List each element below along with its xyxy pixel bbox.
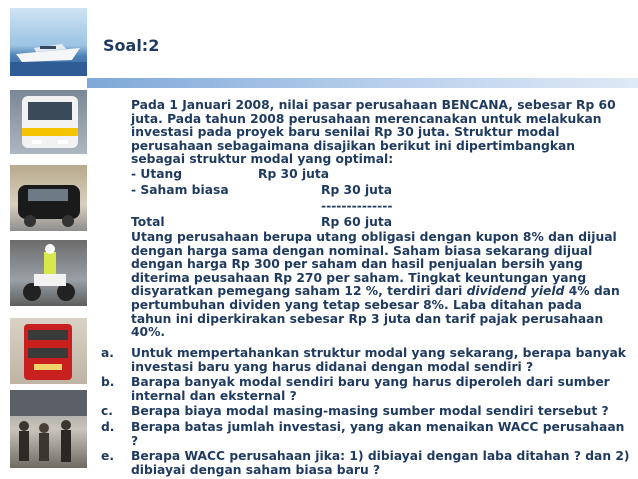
question-list bbox=[101, 347, 631, 479]
total-label: Total bbox=[131, 214, 165, 229]
equity-row bbox=[131, 183, 625, 199]
question-label: b. bbox=[101, 375, 115, 390]
details-text-after: 4% dan pertumbuhan dividen yang tetap sebesar 8%. Laba ditahan pada tahun ini diperkirakan sebesar Rp 3 juta dan tarif pajak perusahaan 40%. bbox=[131, 284, 620, 340]
question-text: Berapa biaya modal masing-masing sumber modal sendiri tersebut ? bbox=[131, 404, 609, 419]
equity-value: Rp 30 juta bbox=[321, 182, 393, 197]
question-text: Untuk mempertahankan struktur modal yang sekarang, berapa banyak investasi baru yang harus didanai dengan modal sendiri ? bbox=[131, 346, 626, 374]
intro-paragraph: Pada 1 Januari 2008, nilai pasar perusahaan BENCANA, sebesar Rp 60 juta. Pada tahun 2008 perusahaan merencanakan untuk melakukan investasi pada proyek baru senilai Rp 30 juta. Struktur modal perusahaan sebagaimana disajikan berikut ini dipertimbangkan sebagai struktur modal yang optimal: bbox=[131, 98, 616, 167]
question-text: Berapa WACC perusahaan jika: 1) dibiayai dengan laba ditahan ? dan 2) dibiayai dengan saham biasa baru ? bbox=[131, 449, 630, 477]
slide-body bbox=[131, 99, 625, 340]
equity-label: - Saham biasa bbox=[131, 182, 229, 197]
title-underline-bar bbox=[87, 78, 638, 88]
station-crowd-photo bbox=[10, 390, 87, 468]
separator-row bbox=[131, 199, 625, 215]
list-item bbox=[101, 405, 631, 419]
taxi-photo bbox=[10, 165, 87, 231]
list-item bbox=[101, 450, 631, 477]
debt-row bbox=[131, 167, 625, 183]
photo-sidebar bbox=[0, 0, 87, 478]
total-row bbox=[131, 215, 625, 231]
list-item bbox=[101, 421, 631, 448]
slide-title: Soal:2 bbox=[103, 36, 160, 55]
train-photo bbox=[10, 90, 87, 154]
list-item bbox=[101, 347, 631, 374]
total-value: Rp 60 juta bbox=[321, 214, 393, 229]
debt-value: Rp 30 juta bbox=[258, 166, 330, 181]
red-bus-photo bbox=[10, 318, 87, 384]
question-label: d. bbox=[101, 419, 115, 434]
question-label: a. bbox=[101, 346, 114, 360]
speedboat-photo bbox=[10, 8, 87, 76]
details-italic-term: dividend yield bbox=[466, 284, 565, 299]
question-label: c. bbox=[101, 404, 113, 419]
details-paragraph bbox=[131, 231, 625, 340]
debt-label: - Utang bbox=[131, 166, 183, 181]
total-separator: -------------- bbox=[321, 198, 393, 213]
list-item bbox=[101, 376, 631, 403]
police-motorcycle-photo bbox=[10, 240, 87, 306]
question-text: Barapa banyak modal sendiri baru yang harus diperoleh dari sumber internal dan eksternal ? bbox=[131, 375, 610, 403]
question-label: e. bbox=[101, 449, 115, 464]
question-text: Berapa batas jumlah investasi, yang akan menaikan WACC perusahaan ? bbox=[131, 419, 625, 448]
details-text-before: Utang perusahaan berupa utang obligasi dengan kupon 8% dan dijual dengan harga sama dengan nominal. Saham biasa sekarang dijual dengan harga Rp 300 per saham dan hasil penjualan bersih yang diterima peusahaan Rp 270 per saham. Tingkat keuntungan yang disyaratkan pemegang saham 12 %, terdiri dari bbox=[131, 229, 617, 299]
